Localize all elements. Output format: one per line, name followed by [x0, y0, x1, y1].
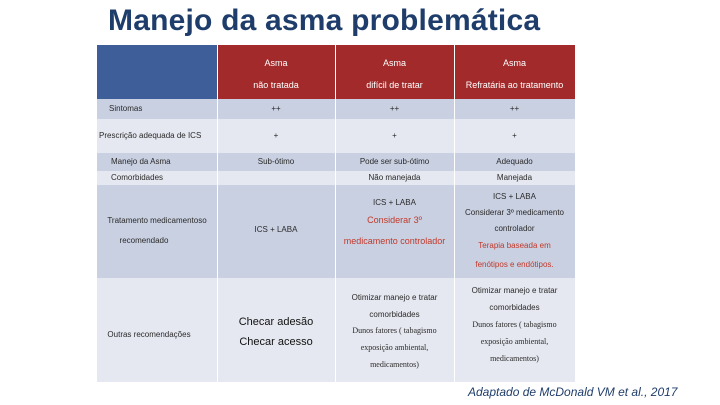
cell-other-difficult-5: medicamentos)	[370, 359, 419, 369]
cell-prescription-untreated: +	[273, 130, 279, 140]
column-header-untreated-sub: não tratada	[253, 79, 299, 90]
column-header-refractory-sub: Refratária ao tratamento	[465, 79, 564, 90]
row-label-symptoms: Sintomas	[109, 103, 143, 113]
header-blank-cell	[97, 45, 217, 99]
cell-treatment-refractory-1: ICS + LABA	[493, 191, 536, 201]
cell-other-refractory-1: Otimizar manejo e tratar	[471, 285, 558, 295]
cell-treatment-difficult-1: ICS + LABA	[373, 197, 416, 207]
asthma-management-table	[97, 45, 575, 382]
cell-other-untreated-2: Checar acesso	[239, 335, 313, 348]
cell-prescription-refractory: +	[512, 130, 517, 140]
cell-symptoms-difficult: ++	[389, 103, 400, 113]
row-label-asthma-management: Manejo da Asma	[111, 156, 171, 166]
cell-management-difficult: Pode ser sub-ótimo	[359, 156, 430, 166]
cell-symptoms-refractory: ++	[509, 103, 520, 113]
row-label-ics-prescription: Prescrição adequada de ICS	[99, 130, 202, 140]
cell-other-untreated-1: Checar adesão	[238, 315, 314, 328]
row-label-recommended-treatment-2: recomendado	[119, 235, 169, 245]
cell-symptoms-untreated: ++	[271, 103, 281, 113]
cell-other-difficult-2: comorbidades	[369, 309, 420, 319]
column-header-difficult: Asma	[382, 57, 406, 68]
cell-other-refractory-3: Dunos fatores ( tabagismo	[472, 319, 557, 329]
cell-treatment-untreated: ICS + LABA	[254, 224, 298, 234]
cell-treatment-refractory-5: fenótipos e endótipos.	[475, 259, 554, 269]
cell-treatment-refractory-2: Considerar 3º medicamento	[465, 207, 564, 217]
cell-treatment-refractory-3: controlador	[494, 223, 535, 233]
cell-other-difficult-4: exposição ambiental,	[360, 342, 429, 352]
cell-other-refractory-4: exposição ambiental,	[480, 336, 549, 346]
cell-other-refractory-2: comorbidades	[489, 302, 540, 312]
cell-comorbidities-untreated	[217, 171, 335, 185]
cell-other-difficult-3: Dunos fatores ( tabagismo	[352, 325, 437, 335]
cell-management-refractory: Adequado	[496, 156, 533, 166]
row-label-recommended-treatment: Tratamento medicamentoso	[107, 215, 207, 225]
column-header-untreated: Asma	[264, 57, 288, 68]
cell-other-refractory-5: medicamentos)	[490, 353, 539, 363]
column-header-refractory: Asma	[502, 57, 526, 68]
page-title: Manejo da asma problemática	[108, 4, 541, 37]
cell-treatment-difficult-3: medicamento controlador	[343, 235, 446, 246]
cell-treatment-difficult-2: Considerar 3º	[367, 214, 422, 225]
source-credit: Adaptado de McDonald VM et al., 2017	[468, 385, 678, 399]
row-label-comorbidities: Comorbidades	[111, 172, 164, 182]
cell-management-untreated: Sub-ótimo	[257, 156, 295, 166]
cell-comorbidities-difficult: Não manejada	[368, 172, 421, 182]
cell-treatment-refractory-4: Terapia baseada em	[478, 240, 551, 250]
column-header-difficult-sub: difícil de tratar	[366, 79, 423, 90]
cell-comorbidities-refractory: Manejada	[496, 172, 533, 182]
row-label-other-recommendations: Outras recomendações	[107, 329, 191, 339]
cell-other-difficult-1: Otimizar manejo e tratar	[351, 292, 438, 302]
cell-prescription-difficult: +	[392, 130, 397, 140]
